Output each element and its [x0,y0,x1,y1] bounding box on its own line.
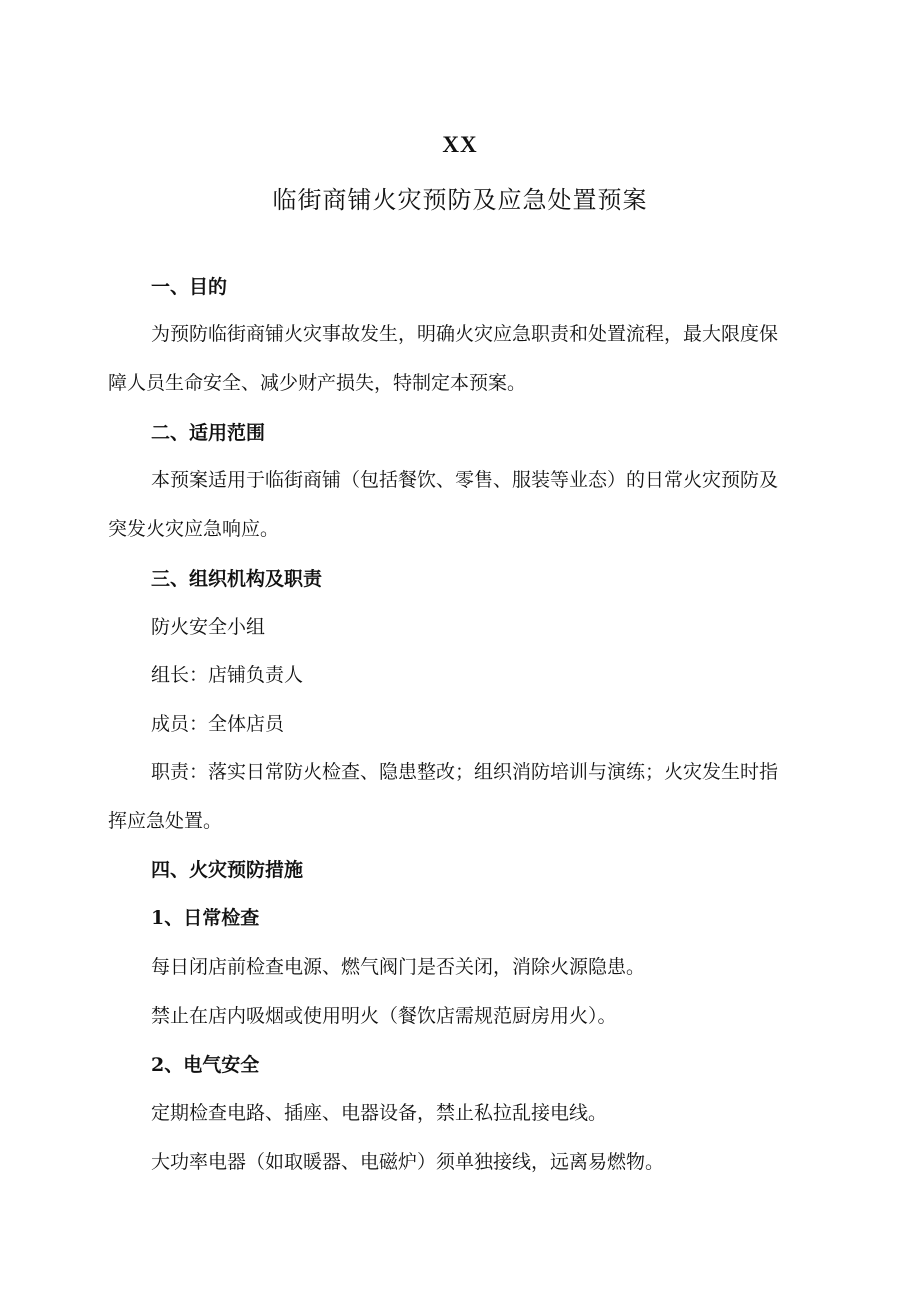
document-title: 临街商铺火灾预防及应急处置预案 [272,186,648,214]
paragraph-line: 为预防临街商铺火灾事故发生，明确火灾应急职责和处置流程，最大限度保 [151,323,779,345]
document-org: XX [442,132,478,157]
paragraph-line: 禁止在店内吸烟或使用明火（餐饮店需规范厨房用火）。 [151,1005,617,1027]
paragraph-line: 防火安全小组 [151,616,266,638]
paragraph-line: 突发火灾应急响应。 [108,518,280,540]
paragraph-line: 大功率电器（如取暖器、电磁炉）须单独接线，远离易燃物。 [151,1151,665,1173]
section-heading-organization: 三、组织机构及职责 [151,568,323,590]
paragraph-line: 职责：落实日常防火检查、隐患整改；组织消防培训与演练；火灾发生时指 [151,761,779,783]
subsection-heading-electrical-safety: 2、电气安全 [151,1054,260,1076]
paragraph-line: 每日闭店前检查电源、燃气阀门是否关闭，消除火源隐患。 [151,956,646,978]
paragraph-line: 成员：全体店员 [151,713,285,735]
section-heading-purpose: 一、目的 [151,276,228,298]
section-heading-scope: 二、适用范围 [151,422,266,444]
paragraph-line: 挥应急处置。 [108,810,223,832]
paragraph-line: 障人员生命安全、减少财产损失，特制定本预案。 [108,372,527,394]
subsection-heading-daily-check: 1、日常检查 [151,907,260,929]
paragraph-line: 定期检查电路、插座、电器设备，禁止私拉乱接电线。 [151,1102,608,1124]
paragraph-line: 本预案适用于临街商铺（包括餐饮、零售、服装等业态）的日常火灾预防及 [151,469,779,491]
section-heading-prevention: 四、火灾预防措施 [151,859,304,881]
paragraph-line: 组长：店铺负责人 [151,664,304,686]
